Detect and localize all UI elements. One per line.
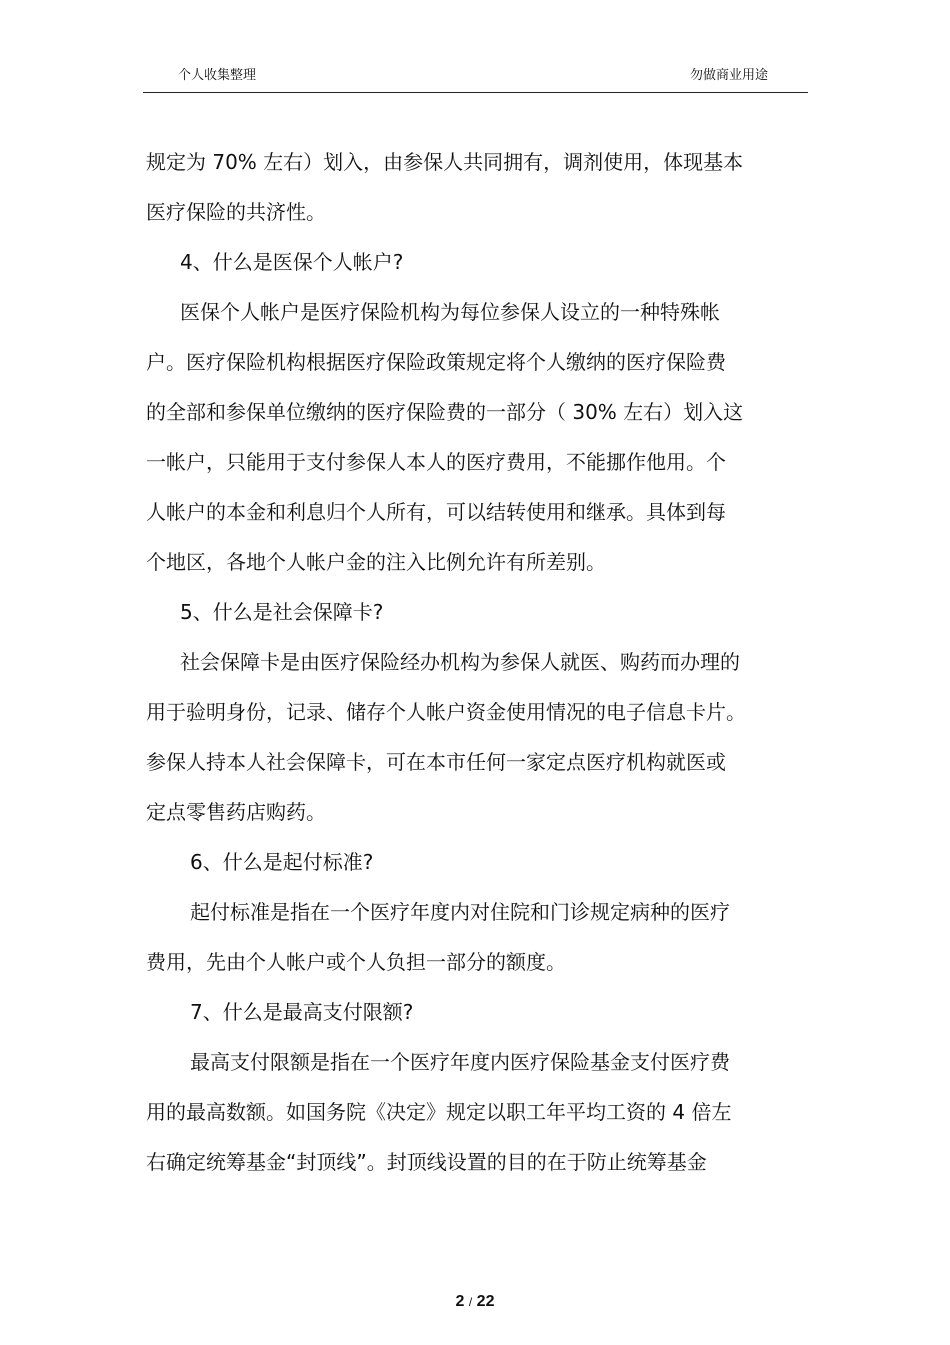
- body-line: 人帐户的本金和利息归个人所有，可以结转使用和继承。具体到每: [146, 500, 726, 524]
- body-line: 医疗保险的共济性。: [146, 200, 326, 224]
- section-heading: 7、什么是最高支付限额?: [190, 1000, 414, 1024]
- page-separator: /: [468, 1295, 473, 1309]
- section-heading: 4、什么是医保个人帐户?: [180, 250, 404, 274]
- body-line: 参保人持本人社会保障卡，可在本市任何一家定点医疗机构就医或: [146, 750, 726, 774]
- body-line: 费用，先由个人帐户或个人负担一部分的额度。: [146, 950, 566, 974]
- body-line: 用于验明身份，记录、储存个人帐户资金使用情况的电子信息卡片。: [146, 700, 746, 724]
- body-line: 个地区，各地个人帐户金的注入比例允许有所差别。: [146, 550, 606, 574]
- body-line: 的全部和参保单位缴纳的医疗保险费的一部分（ 30% 左右）划入这: [146, 400, 744, 424]
- body-line: 社会保障卡是由医疗保险经办机构为参保人就医、购药而办理的: [180, 650, 740, 674]
- section-heading: 6、什么是起付标准?: [190, 850, 374, 874]
- total-pages-number: 22: [476, 1293, 495, 1310]
- page-header: [143, 66, 808, 93]
- body-line: 右确定统筹基金“封顶线”。封顶线设置的目的在于防止统筹基金: [146, 1150, 707, 1174]
- page-number: [0, 1292, 950, 1312]
- body-line: 医保个人帐户是医疗保险机构为每位参保人设立的一种特殊帐: [180, 300, 720, 324]
- body-line: 最高支付限额是指在一个医疗年度内医疗保险基金支付医疗费: [190, 1050, 730, 1074]
- body-line: 规定为 70% 左右）划入，由参保人共同拥有，调剂使用，体现基本: [146, 150, 744, 174]
- body-line: 户。医疗保险机构根据医疗保险政策规定将个人缴纳的医疗保险费: [146, 350, 726, 374]
- body-line: 定点零售药店购药。: [146, 800, 326, 824]
- section-heading: 5、什么是社会保障卡?: [180, 600, 384, 624]
- header-right-text: 勿做商业用途: [689, 68, 768, 83]
- body-line: 起付标准是指在一个医疗年度内对住院和门诊规定病种的医疗: [190, 900, 730, 924]
- body-line: 用的最高数额。如国务院《决定》规定以职工年平均工资的 4 倍左: [146, 1100, 732, 1124]
- current-page-number: 2: [455, 1293, 465, 1310]
- header-left-text: 个人收集整理: [178, 68, 257, 83]
- body-line: 一帐户，只能用于支付参保人本人的医疗费用，不能挪作他用。个: [146, 450, 726, 474]
